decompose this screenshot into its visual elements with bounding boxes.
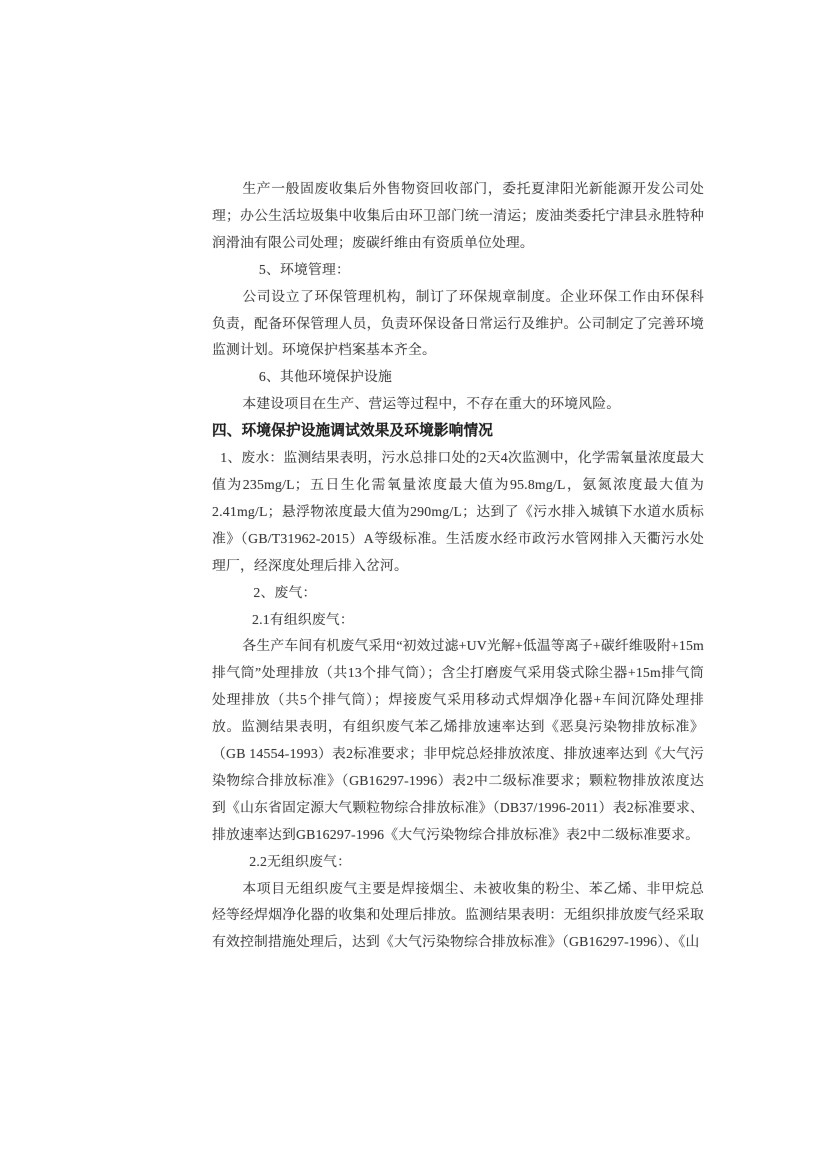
section-heading-facility-debugging-effect: 四、环境保护设施调试效果及环境影响情况 (212, 423, 494, 440)
subheading-environment-management: 5、环境管理： (258, 261, 350, 277)
paragraph-environment-risk: 本建设项目在生产、营运等过程中，不存在重大的环境风险。 (242, 396, 621, 412)
document-text-block (212, 176, 704, 956)
paragraph-unorganized-waste-gas: 本项目无组织废气主要是焊接烟尘、未被收集的粉尘、苯乙烯、非甲烷总烃等经焊烟净化器的收集和处理后排放。监测结果表明：无组织排放废气经采取有效控制措施处理后，达到《大气污染物综合排放标准》（GB16297-1996）、《山 (212, 880, 704, 950)
subheading-waste-gas: 2、废气： (253, 584, 317, 600)
paragraph-wastewater-monitoring: 1、废水：监测结果表明，污水总排口处的2天4次监测中，化学需氧量浓度最大值为235mg/L；五日生化需氧量浓度最大值为95.8mg/L，氨氮浓度最大值为2.41mg/L；悬浮物浓度最大值为290mg/L；达到了《污水排入城镇下水道水质标准》（GB/T31962-2015）A等级标准。生活废水经市政污水管网排入天衢污水处理厂，经深度处理后排入岔河。 (212, 450, 704, 573)
paragraph-organized-waste-gas: 各生产车间有机废气采用“初效过滤+UV光解+低温等离子+碳纤维吸附+15m排气筒”处理排放（共13个排气筒）；含尘打磨废气采用袋式除尘器+15m排气筒处理排放（共5个排气筒）；焊接废气采用移动式焊烟净化器+车间沉降处理排放。监测结果表明，有组织废气苯乙烯排放速率达到《恶臭污染物排放标准》（GB 14554-1993）表2标准要求；非甲烷总烃排放浓度、排放速率达到《大气污染物综合排放标准》（GB16297-1996）表2中二级标准要求；颗粒物排放浓度达到《山东省固定源大气颗粒物综合排放标准》（DB37/1996-2011）表2标准要求、排放速率达到GB16297-1996《大气污染物综合排放标准》表2中二级标准要求。 (212, 638, 704, 842)
subheading-other-protection-facilities: 6、其他环境保护设施 (258, 369, 392, 385)
paragraph-environment-management: 公司设立了环保管理机构，制订了环保规章制度。企业环保工作由环保科负责，配备环保管理人员，负责环保设备日常运行及维护。公司制定了完善环境监测计划。环境保护档案基本齐全。 (212, 288, 704, 358)
subheading-unorganized-waste-gas: 2.2无组织废气： (249, 853, 352, 869)
paragraph-solid-waste-disposal: 生产一般固废收集后外售物资回收部门，委托夏津阳光新能源开发公司处理；办公生活垃圾集中收集后由环卫部门统一清运；废油类委托宁津县永胜特种润滑油有限公司处理；废碳纤维由有资质单位处理。 (212, 181, 704, 250)
subheading-organized-waste-gas: 2.1有组织废气： (252, 611, 354, 627)
